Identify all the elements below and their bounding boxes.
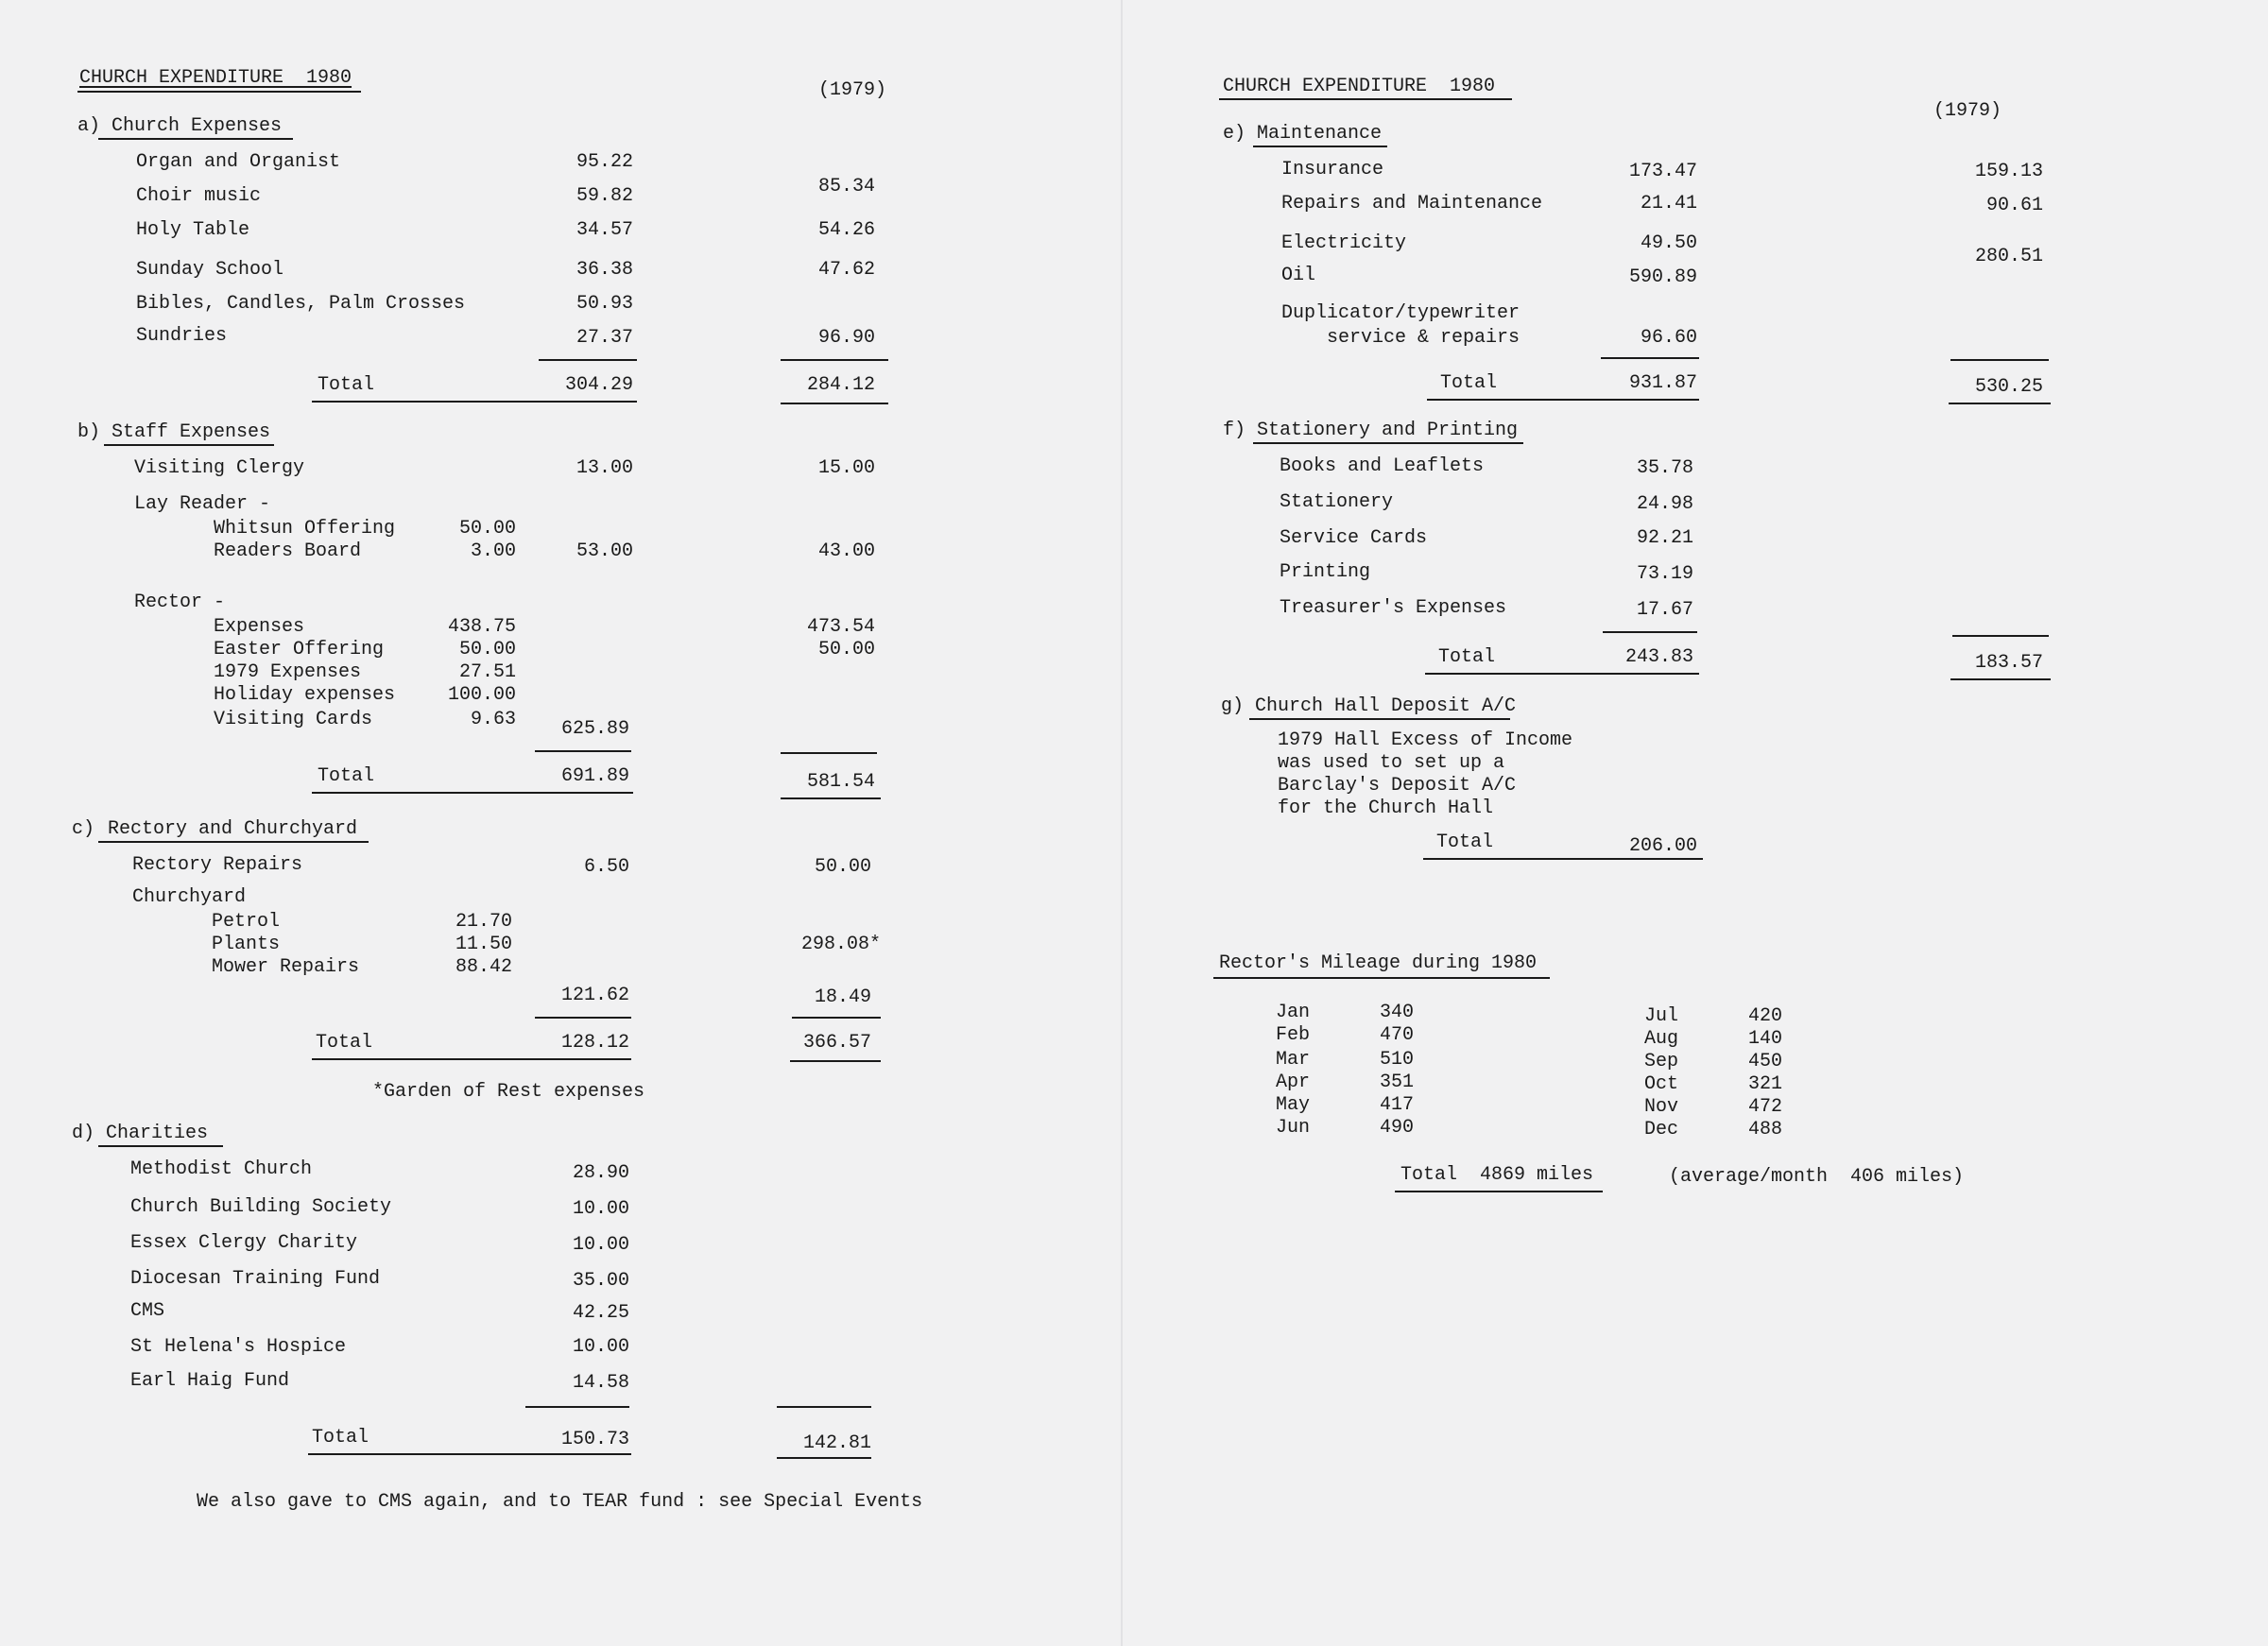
f-item-label: Treasurer's Expenses — [1280, 597, 1507, 619]
mileage-month: May — [1276, 1094, 1311, 1116]
a-item-1980: 34.57 — [576, 219, 633, 241]
left-prev-year: (1979) — [818, 79, 887, 101]
b-total-1979: 581.54 — [806, 771, 875, 793]
f-total-rule-1979 — [1950, 678, 2051, 680]
e-total-rule — [1427, 399, 1699, 401]
mileage-miles: 470 — [1380, 1024, 1415, 1046]
e-total-label: Total — [1440, 372, 1498, 394]
mileage-miles: 472 — [1748, 1096, 1783, 1118]
c-churchyard-item-amount: 21.70 — [455, 911, 512, 933]
section-c-underline — [98, 841, 369, 843]
section-d-underline — [98, 1145, 223, 1147]
d-item-label: Methodist Church — [130, 1158, 313, 1180]
mileage-month: Apr — [1276, 1072, 1311, 1093]
a-total-label: Total — [318, 374, 375, 396]
a-item-1980: 59.82 — [576, 185, 633, 207]
right-title-underline — [1219, 98, 1512, 100]
mileage-month: Mar — [1276, 1049, 1311, 1071]
c-churchyard-label: Churchyard — [132, 886, 247, 908]
b-visiting-clergy-label: Visiting Clergy — [134, 457, 305, 479]
a-total-rule-1979 — [781, 403, 888, 404]
e-total-1979: 530.25 — [1974, 376, 2043, 398]
d-item-1980: 10.00 — [572, 1198, 629, 1220]
b-rector-item-label: Visiting Cards — [214, 709, 373, 730]
a-item-label: Organ and Organist — [136, 151, 341, 173]
b-rector-item-label: 1979 Expenses — [214, 661, 362, 683]
f-item-1980: 73.19 — [1636, 563, 1693, 585]
g-total-label: Total — [1436, 832, 1494, 853]
b-total-label: Total — [318, 765, 375, 787]
mileage-miles: 510 — [1380, 1049, 1415, 1071]
mileage-miles: 351 — [1380, 1072, 1415, 1093]
a-item-1979: 85.34 — [817, 176, 875, 197]
c-subtotal-rule-1979 — [792, 1017, 881, 1019]
b-rector-1980: 625.89 — [560, 718, 629, 740]
a-item-1979: 54.26 — [817, 219, 875, 241]
title-underline — [77, 91, 361, 93]
b-visiting-clergy-1980: 13.00 — [576, 457, 633, 479]
e-item-1979: 90.61 — [1985, 195, 2043, 216]
b-sub-item-amount: 3.00 — [470, 540, 516, 562]
f-item-1980: 35.78 — [1636, 457, 1693, 479]
a-item-1980: 95.22 — [576, 151, 633, 173]
c-churchyard-item-label: Petrol — [212, 911, 281, 933]
c-churchyard-item-amount: 88.42 — [455, 956, 512, 978]
d-total-label: Total — [312, 1427, 369, 1449]
section-a-underline — [98, 138, 293, 140]
d-item-1980: 42.25 — [572, 1302, 629, 1324]
f-item-label: Service Cards — [1280, 527, 1428, 549]
a-item-1980: 27.37 — [576, 327, 633, 349]
a-subtotal-rule — [539, 359, 637, 361]
d-item-1980: 35.00 — [572, 1270, 629, 1292]
mileage-miles: 140 — [1748, 1028, 1783, 1050]
g-text-line: Barclay's Deposit A/C — [1278, 775, 1517, 797]
d-item-label: Church Building Society — [130, 1196, 392, 1218]
b-sub-item-amount: 50.00 — [458, 518, 516, 540]
d-item-label: St Helena's Hospice — [130, 1336, 347, 1358]
b-lay-reader-1979: 43.00 — [817, 540, 875, 562]
b-rector-label: Rector - — [134, 592, 226, 613]
section-g-underline — [1249, 718, 1510, 720]
e-item-label: Electricity — [1281, 232, 1407, 254]
a-total-1980: 304.29 — [564, 374, 633, 396]
e-duplicator-line1: Duplicator/typewriter — [1281, 302, 1521, 324]
e-item-1980: 173.47 — [1628, 161, 1697, 182]
b-total-rule-1979 — [781, 797, 881, 799]
e-total-1980: 931.87 — [1628, 372, 1697, 394]
g-text-line: 1979 Hall Excess of Income — [1278, 729, 1573, 751]
g-text-line: for the Church Hall — [1278, 797, 1494, 819]
e-subtotal-rule-1979 — [1950, 359, 2049, 361]
d-total-1980: 150.73 — [560, 1429, 629, 1450]
a-item-1979: 47.62 — [817, 259, 875, 281]
a-item-label: Sundries — [136, 325, 228, 347]
c-total-1979: 366.57 — [802, 1032, 871, 1054]
section-g-heading: Church Hall Deposit A/C — [1255, 695, 1517, 717]
section-a-heading: Church Expenses — [112, 115, 283, 137]
mileage-month: Nov — [1644, 1096, 1679, 1118]
mileage-total-underline — [1395, 1191, 1603, 1192]
section-a-letter: a) — [77, 115, 101, 137]
b-rector-item-label: Easter Offering — [214, 639, 385, 660]
c-churchyard-1979-b: 18.49 — [814, 986, 871, 1008]
mileage-total: Total 4869 miles — [1400, 1164, 1594, 1186]
section-b-heading: Staff Expenses — [112, 421, 271, 443]
mileage-miles: 488 — [1748, 1119, 1783, 1140]
d-total-rule — [308, 1453, 631, 1455]
d-total-rule-1979 — [777, 1457, 871, 1459]
a-item-label: Bibles, Candles, Palm Crosses — [136, 293, 466, 315]
d-item-label: Earl Haig Fund — [130, 1370, 290, 1392]
a-item-label: Sunday School — [136, 259, 284, 281]
section-f-underline — [1253, 442, 1523, 444]
c-rectory-repairs-label: Rectory Repairs — [132, 854, 303, 876]
d-subtotal-rule — [525, 1406, 629, 1408]
c-footnote: *Garden of Rest expenses — [372, 1081, 645, 1103]
f-total-label: Total — [1438, 646, 1496, 668]
a-item-1980: 36.38 — [576, 259, 633, 281]
e-item-label: Insurance — [1281, 159, 1384, 180]
f-item-label: Books and Leaflets — [1280, 455, 1485, 477]
g-total-rule — [1423, 858, 1703, 860]
section-c-letter: c) — [72, 818, 95, 840]
a-item-label: Choir music — [136, 185, 262, 207]
c-churchyard-item-amount: 11.50 — [455, 934, 512, 955]
b-subtotal-rule-1979 — [781, 752, 877, 754]
mileage-month: Jun — [1276, 1117, 1311, 1139]
section-b-underline — [104, 444, 274, 446]
f-subtotal-rule-1979 — [1952, 635, 2049, 637]
mileage-month: Jul — [1644, 1005, 1679, 1027]
d-item-label: Diocesan Training Fund — [130, 1268, 381, 1290]
mileage-miles: 321 — [1748, 1073, 1783, 1095]
d-subtotal-rule-1979 — [777, 1406, 871, 1408]
mileage-miles: 420 — [1748, 1005, 1783, 1027]
b-sub-item-label: Readers Board — [214, 540, 362, 562]
section-e-underline — [1253, 146, 1387, 147]
left-title: CHURCH EXPENDITURE 1980 — [79, 67, 352, 89]
page-fold — [1121, 0, 1123, 1646]
e-duplicator-line2: service & repairs — [1327, 327, 1521, 349]
c-subtotal-rule — [535, 1017, 631, 1019]
b-rector-item-amount: 9.63 — [470, 709, 516, 730]
mileage-heading-underline — [1213, 977, 1550, 979]
section-c-heading: Rectory and Churchyard — [108, 818, 358, 840]
left-note: We also gave to CMS again, and to TEAR fund : see Special Events — [197, 1491, 923, 1513]
e-item-1979: 159.13 — [1974, 161, 2043, 182]
f-item-1980: 24.98 — [1636, 493, 1693, 515]
e-item-label: Oil — [1281, 265, 1316, 286]
mileage-month: Jan — [1276, 1002, 1311, 1023]
f-item-1980: 17.67 — [1636, 599, 1693, 621]
a-subtotal-rule-1979 — [781, 359, 888, 361]
b-subtotal-rule — [535, 750, 631, 752]
mileage-month: Oct — [1644, 1073, 1679, 1095]
mileage-miles: 417 — [1380, 1094, 1415, 1116]
e-item-1979: 280.51 — [1974, 246, 2043, 267]
b-rector-item-amount: 100.00 — [447, 684, 516, 706]
f-subtotal-rule — [1603, 631, 1697, 633]
mileage-month: Feb — [1276, 1024, 1311, 1046]
a-item-1979: 96.90 — [817, 327, 875, 349]
mileage-average: (average/month 406 miles) — [1669, 1166, 1965, 1188]
e-item-label: Repairs and Maintenance — [1281, 193, 1543, 214]
e-total-rule-1979 — [1949, 403, 2051, 404]
b-sub-item-label: Whitsun Offering — [214, 518, 396, 540]
b-rector-item-label: Expenses — [214, 616, 305, 638]
b-rector-item-1979: 50.00 — [817, 639, 875, 660]
b-rector-item-amount: 438.75 — [447, 616, 516, 638]
c-total-rule-1979 — [790, 1060, 881, 1062]
section-e-letter: e) — [1223, 123, 1246, 145]
c-rectory-repairs-1980: 6.50 — [583, 856, 629, 878]
d-item-label: CMS — [130, 1300, 165, 1322]
a-item-1980: 50.93 — [576, 293, 633, 315]
b-total-rule — [312, 792, 633, 794]
f-total-1980: 243.83 — [1624, 646, 1693, 668]
section-g-letter: g) — [1221, 695, 1245, 717]
right-title: CHURCH EXPENDITURE 1980 — [1223, 76, 1496, 97]
f-total-rule — [1425, 673, 1699, 675]
mileage-month: Sep — [1644, 1051, 1679, 1072]
section-d-heading: Charities — [106, 1123, 209, 1144]
c-total-label: Total — [316, 1032, 373, 1054]
e-item-1980: 21.41 — [1640, 193, 1697, 214]
e-item-1980: 49.50 — [1640, 232, 1697, 254]
e-item-1980: 590.89 — [1628, 266, 1697, 288]
b-rector-item-label: Holiday expenses — [214, 684, 396, 706]
d-item-label: Essex Clergy Charity — [130, 1232, 358, 1254]
mileage-heading: Rector's Mileage during 1980 — [1219, 952, 1538, 974]
c-total-1980: 128.12 — [560, 1032, 629, 1054]
f-item-label: Printing — [1280, 561, 1371, 583]
a-item-label: Holy Table — [136, 219, 250, 241]
c-churchyard-item-label: Plants — [212, 934, 281, 955]
f-item-label: Stationery — [1280, 491, 1394, 513]
b-visiting-clergy-1979: 15.00 — [817, 457, 875, 479]
section-e-heading: Maintenance — [1257, 123, 1383, 145]
f-total-1979: 183.57 — [1974, 652, 2043, 674]
d-total-1979: 142.81 — [802, 1432, 871, 1454]
a-total-rule — [312, 401, 637, 403]
mileage-miles: 450 — [1748, 1051, 1783, 1072]
mileage-month: Aug — [1644, 1028, 1679, 1050]
mileage-month: Dec — [1644, 1119, 1679, 1140]
a-total-1979: 284.12 — [806, 374, 875, 396]
b-rector-item-amount: 50.00 — [458, 639, 516, 660]
b-total-1980: 691.89 — [560, 765, 629, 787]
f-item-1980: 92.21 — [1636, 527, 1693, 549]
d-item-1980: 10.00 — [572, 1234, 629, 1256]
section-d-letter: d) — [72, 1123, 95, 1144]
section-f-heading: Stationery and Printing — [1257, 420, 1519, 441]
d-item-1980: 28.90 — [572, 1162, 629, 1184]
c-rectory-repairs-1979: 50.00 — [814, 856, 871, 878]
e-subtotal-rule — [1601, 357, 1699, 359]
g-total-1980: 206.00 — [1628, 835, 1697, 857]
c-churchyard-1980: 121.62 — [560, 985, 629, 1006]
mileage-miles: 490 — [1380, 1117, 1415, 1139]
b-lay-reader-label: Lay Reader - — [134, 493, 271, 515]
d-item-1980: 14.58 — [572, 1372, 629, 1394]
b-lay-reader-1980: 53.00 — [576, 540, 633, 562]
section-b-letter: b) — [77, 421, 101, 443]
c-churchyard-1979-a: 298.08* — [800, 934, 881, 955]
d-item-1980: 10.00 — [572, 1336, 629, 1358]
mileage-miles: 340 — [1380, 1002, 1415, 1023]
c-churchyard-item-label: Mower Repairs — [212, 956, 360, 978]
e-duplicator-1980: 96.60 — [1640, 327, 1697, 349]
g-text-line: was used to set up a — [1278, 752, 1505, 774]
c-total-rule — [312, 1058, 631, 1060]
section-f-letter: f) — [1223, 420, 1246, 441]
right-prev-year: (1979) — [1933, 100, 2002, 122]
b-rector-item-1979: 473.54 — [806, 616, 875, 638]
b-rector-item-amount: 27.51 — [458, 661, 516, 683]
